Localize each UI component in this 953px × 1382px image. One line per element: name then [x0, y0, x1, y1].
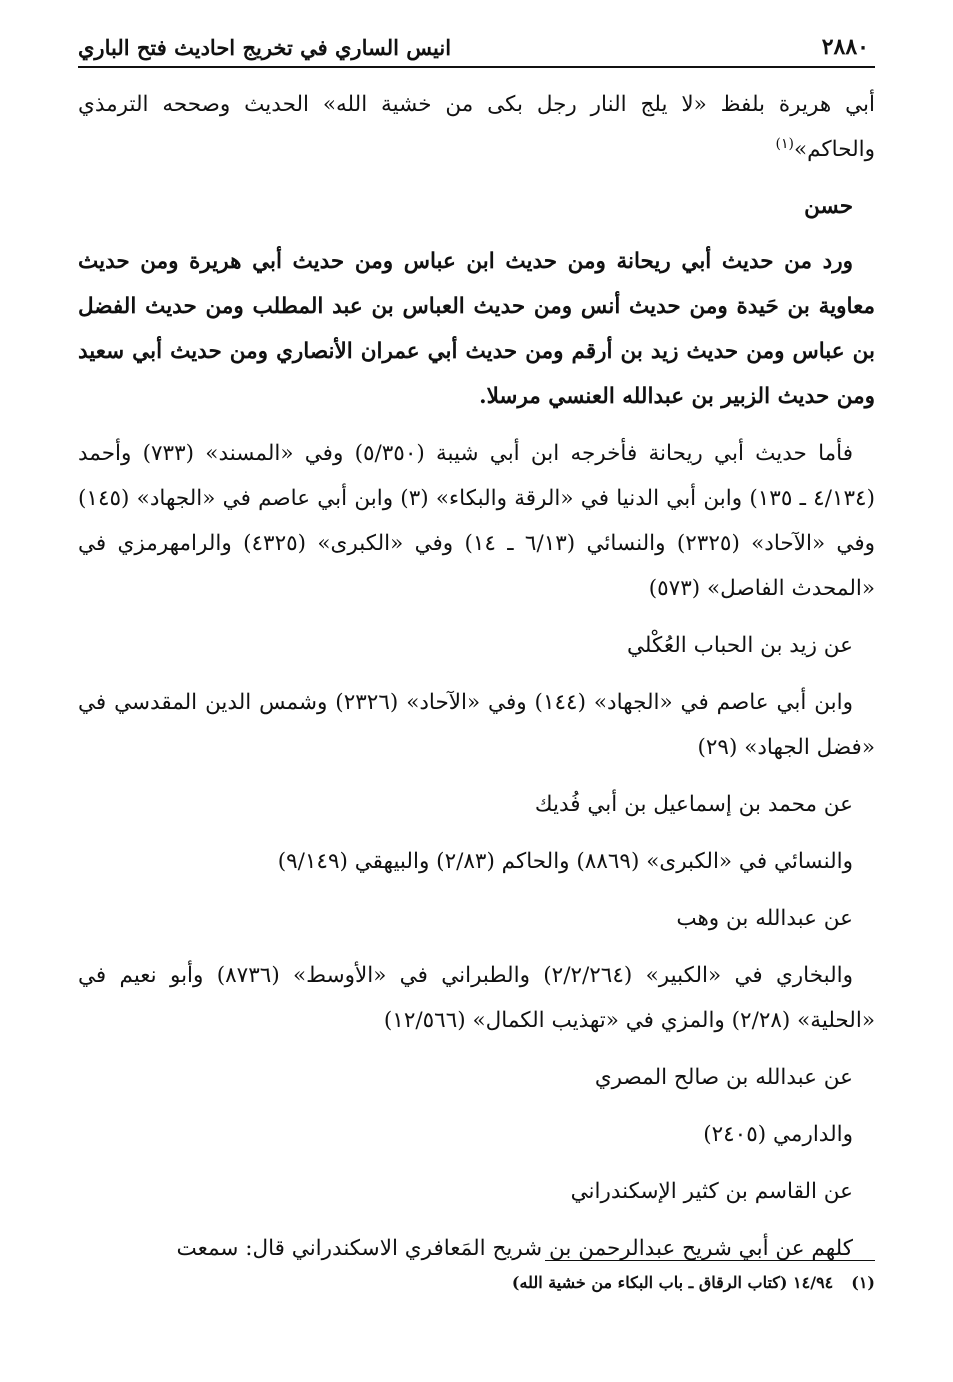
paragraph-closing: كلهم عن أبي شريح عبدالرحمن بن شريح المَعافري الاسكندراني قال: سمعت	[176, 1236, 853, 1261]
running-header	[78, 30, 875, 68]
paragraph-source-5: والدارمي (٢٤٠٥)	[703, 1122, 853, 1147]
paragraph-source-3: والنسائي في «الكبرى» (٨٨٦٩) والحاكم (٢/٨٣) والبيهقي (٩/١٤٩)	[277, 849, 853, 874]
footnote-number: (١)	[851, 1273, 875, 1292]
footnote-divider	[545, 1260, 875, 1261]
footnote-text: ١٤/٩٤ (كتاب الرقاق ـ باب البكاء من خشية الله)	[511, 1273, 834, 1292]
paragraph-takhrij: فأما حديث أبي ريحانة فأخرجه ابن أبي شيبة (٥/٣٥٠) وفي «المسند» (٧٣٣) وأحمد (٤/١٣٤ ـ ١٣٥) وابن أبي الدنيا في «الرقة والبكاء» (٣) وابن أبي عاصم في «الجهاد» (١٤٥) وفي «الآحاد» (٢٣٢٥) والنسائي (٦/١٣ ـ ١٤) وفي «الكبرى» (٤٣٢٥) والرامهرمزي في «المحدث الفاصل» (٥٧٣)	[78, 441, 875, 601]
book-page	[78, 30, 875, 1362]
paragraph-narrations: ورد من حديث أبي ريحانة ومن حديث ابن عباس ومن حديث أبي هريرة ومن حديث معاوية بن حَيدة ومن حديث أنس ومن حديث العباس بن عبد المطلب ومن حديث الفضل بن عباس ومن حديث زيد بن أرقم ومن حديث أبي عمران الأنصاري ومن حديث أبي سعيد ومن حديث الزبير بن عبدالله العنسي مرسلا.	[78, 249, 875, 409]
hadith-grade: حسن	[804, 194, 853, 219]
narrator-line-1: عن زيد بن الحباب العُكْلي	[626, 633, 853, 658]
page-number: ٢٨٨٠	[821, 34, 869, 60]
narrator-line-5: عن القاسم بن كثير الإسكندراني	[570, 1179, 853, 1204]
footnote-reference: (١)	[775, 135, 794, 152]
paragraph-source-4: والبخاري في «الكبير» (٢/٢/٢٦٤) والطبراني في «الأوسط» (٨٧٣٦) وأبو نعيم في «الحلية» (٢/٢٨) والمزي في «تهذيب الكمال» (١٢/٥٦٦)	[78, 963, 875, 1033]
paragraph-source-2: وابن أبي عاصم في «الجهاد» (١٤٤) وفي «الآحاد» (٢٣٢٦) وشمس الدين المقدسي في «فضل الجهاد» (٢٩)	[78, 690, 875, 760]
paragraph-opening-text: أبي هريرة بلفظ «لا يلج النار رجل بكى من خشية الله» الحديث وصححه الترمذي والحاكم»	[78, 92, 875, 162]
book-title: انيس الساري في تخريج احاديث فتح الباري	[78, 35, 452, 60]
narrator-line-4: عن عبدالله بن صالح المصري	[594, 1065, 853, 1090]
page-body	[78, 82, 875, 1271]
narrator-line-2: عن محمد بن إسماعيل بن أبي فُديك	[534, 792, 853, 817]
paragraph-opening	[78, 82, 875, 172]
narrator-line-3: عن عبدالله بن وهب	[676, 906, 853, 931]
footnote	[512, 1270, 875, 1296]
